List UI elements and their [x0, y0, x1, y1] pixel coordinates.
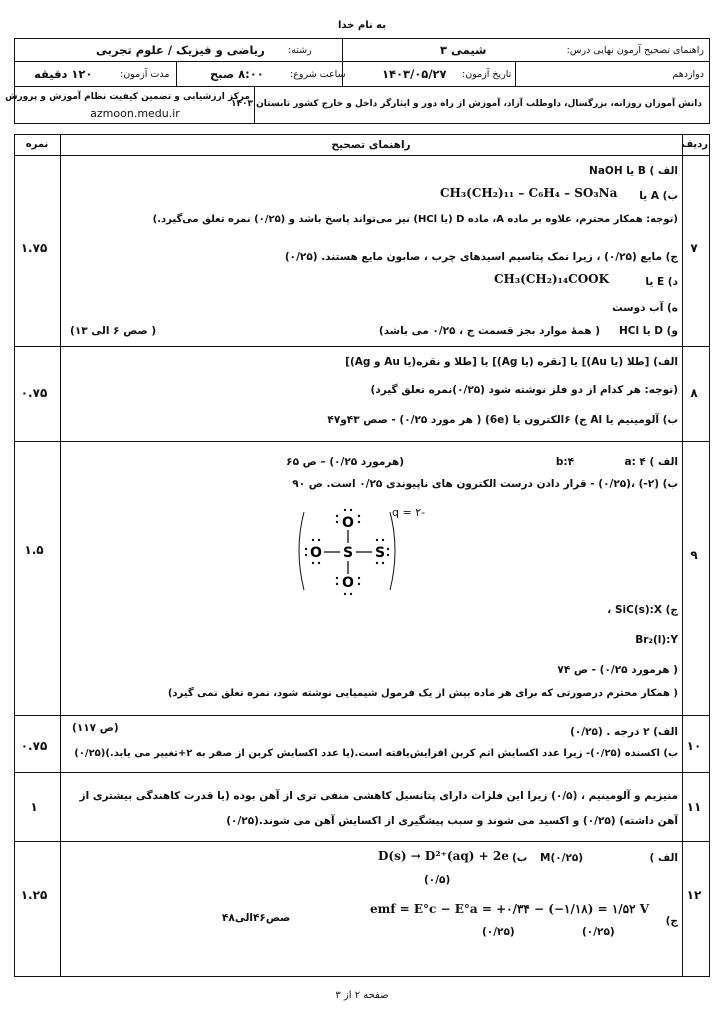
- answer-line: الف ): [649, 852, 678, 864]
- col-guide-header: راهنمای تصحیح: [331, 139, 411, 151]
- answer-note: ( همکار محترم درصورتی که برای هر ماده بیش از یک فرمول شیمیایی نوشته شود، نمره تعلق نمی گیرد): [167, 688, 678, 699]
- score-note: (۰/۵): [424, 874, 451, 886]
- score-note: (۰/۲۵): [582, 926, 615, 938]
- atom-right-s: S: [374, 545, 386, 561]
- row-number: ۹: [690, 548, 698, 562]
- answer-line: ب) آلومینیم یا Al ج) ۶الکترون یا (6e) ( هر مورد ۰/۲۵) - صص ۴۳و۴۷: [327, 414, 678, 426]
- date-label: تاریخ آزمون:: [462, 69, 512, 80]
- score-note: (هرمورد ۰/۲۵) – ص ۶۵: [286, 456, 404, 468]
- answer-line: ب) اکسنده (۰/۲۵)- زیرا عدد اکسایش اتم کربن افزایش‌یافته است.(یا عدد اکسایش کربن از صفر به ۲+تغییر می یابد.)(۰/۲۵): [74, 748, 678, 759]
- row-score: ۱.۲۵: [20, 888, 48, 902]
- page-footer: صفحه ۲ از ۳: [335, 990, 389, 1001]
- row-number: ۸: [690, 386, 698, 400]
- answer-line: الف) [طلا (یا Au)] یا [نقره (یا Ag)] یا [طلا و نقره(یا Au و Ag)]: [345, 356, 678, 368]
- page-heading: به نام خدا: [337, 20, 387, 31]
- row-number: ۱۰: [686, 739, 702, 753]
- field-label: رشته:: [288, 45, 312, 56]
- col-row-header: ردیف: [681, 139, 708, 150]
- score-note: (۰/۲۵): [482, 926, 515, 938]
- row-number: ۱۲: [686, 888, 702, 902]
- answer-value: M(۰/۲۵): [540, 852, 584, 864]
- students-info: دانش آموزان روزانه، بزرگسال، داوطلب آزاد، آموزش از راه دور و ایثارگر داخل و خارج کشور تابستان ۱۴۰۳: [231, 99, 702, 109]
- exam-date: ۱۴۰۳/۰۵/۲۷: [382, 67, 447, 81]
- answer-line: ه) آب دوست: [612, 302, 678, 314]
- atom-bottom-o: O: [342, 575, 354, 591]
- answer-note: (توجه: هر کدام از دو فلز نوشته شود (۰/۲۵)نمره تعلق گیرد): [370, 384, 678, 396]
- atom-central-s: S: [342, 545, 354, 561]
- guide-label: راهنمای تصحیح آزمون نهایی درس:: [566, 45, 704, 56]
- atom-top-o: O: [342, 515, 354, 531]
- answer-line: الف) ۲ درجه . (۰/۲۵): [570, 726, 678, 738]
- row-number: ۷: [690, 241, 698, 255]
- grade: دوازدهم: [672, 69, 704, 80]
- answer-note: ( همهٔ موارد بجز قسمت ج ، ۰/۲۵ می باشد): [378, 325, 600, 337]
- page-reference: صص۴۶الی۴۸: [222, 912, 291, 924]
- chemical-formula: CH₃(CH₂)₁₁ – C₆H₄ – SO₃Na: [440, 186, 618, 200]
- answer-line: منیزیم و آلومینیم ، (۰/۵) زیرا این فلزات دارای پتانسیل کاهشی منفی تری از آهن بوده (یا قدرت کاهندگی بیشتری از: [79, 790, 678, 802]
- answer-note: (توجه: همکار محترم، علاوه بر ماده A، ماده D (یا HCl) نیز می‌تواند پاسخ باشد و (۰/۲۵) نمره تعلق می‌گیرد.): [152, 214, 678, 225]
- course-name: شیمی ۳: [440, 43, 487, 57]
- center-name: مرکز ارزشیابی و تضمین کیفیت نظام آموزش و پرورش: [5, 92, 250, 102]
- answer-line: الف ) a: ۴: [624, 456, 678, 468]
- duration-label: مدت آزمون:: [120, 69, 170, 80]
- answer-line: د) E یا: [645, 276, 678, 288]
- answer-line: ب) (۲-) ،(۰/۲۵) - قرار دادن درست الکترون های ناپیوندی ۰/۲۵ است. ص ۹۰: [292, 478, 678, 490]
- row-score: ۰.۷۵: [20, 739, 48, 753]
- lewis-structure-diagram: [290, 498, 450, 602]
- duration: ۱۲۰ دقیقه: [34, 67, 93, 81]
- row-score: ۱: [30, 800, 38, 814]
- chemical-formula: CH₃(CH₂)₁₄COOK: [494, 272, 610, 286]
- answer-line: ج): [665, 915, 678, 927]
- page-reference: (ص ۱۱۷): [72, 722, 119, 734]
- answer-line: آهن داشته) (۰/۲۵) و اکسید می شوند و سبب پیشگیری از اکسایش آهن می شوند.(۰/۲۵): [226, 815, 678, 827]
- row-number: ۱۱: [686, 800, 702, 814]
- row-score: ۱.۷۵: [20, 241, 48, 255]
- answer-line: Br₂(l):Y: [635, 634, 678, 646]
- field-value: ریاضی و فیزیک / علوم تجربی: [96, 43, 265, 57]
- row-score: ۱.۵: [24, 543, 44, 557]
- charge-label: q = ۲-: [392, 506, 426, 519]
- bracket-right: [390, 512, 395, 590]
- page-reference: ( صص ۶ الی ۱۳): [70, 325, 157, 337]
- row-score: ۰.۷۵: [20, 386, 48, 400]
- bracket-left: [299, 512, 304, 590]
- answer-line: و) D یا HCl: [619, 325, 678, 337]
- score-note: ( هرمورد ۰/۲۵) - ص ۷۴: [557, 664, 678, 676]
- site-link[interactable]: azmoon.medu.ir: [90, 107, 180, 120]
- answer-line: الف ) B یا NaOH: [589, 165, 678, 177]
- emf-equation: emf = E°c − E°a = +۰/۳۴ − (−۱/۱۸) = ۱/۵۲ V: [370, 902, 650, 916]
- answer-line: ب): [512, 852, 528, 864]
- answer-line: ج) مایع (۰/۲۵) ، زیرا نمک پتاسیم اسیدهای چرب ، صابون مایع هستند. (۰/۲۵): [284, 251, 678, 263]
- start-time: ۸:۰۰ صبح: [210, 67, 264, 81]
- atom-left-o: O: [310, 545, 322, 561]
- col-score-header: نمره: [25, 139, 49, 150]
- half-reaction: D(s) → D²⁺(aq) + 2e: [378, 849, 509, 863]
- answer-line: ج) SiC(s):X ،: [607, 604, 678, 616]
- answer-line: ب) A یا: [639, 190, 678, 202]
- start-label: ساعت شروع:: [290, 69, 346, 80]
- answer-line: b:۴: [555, 456, 574, 468]
